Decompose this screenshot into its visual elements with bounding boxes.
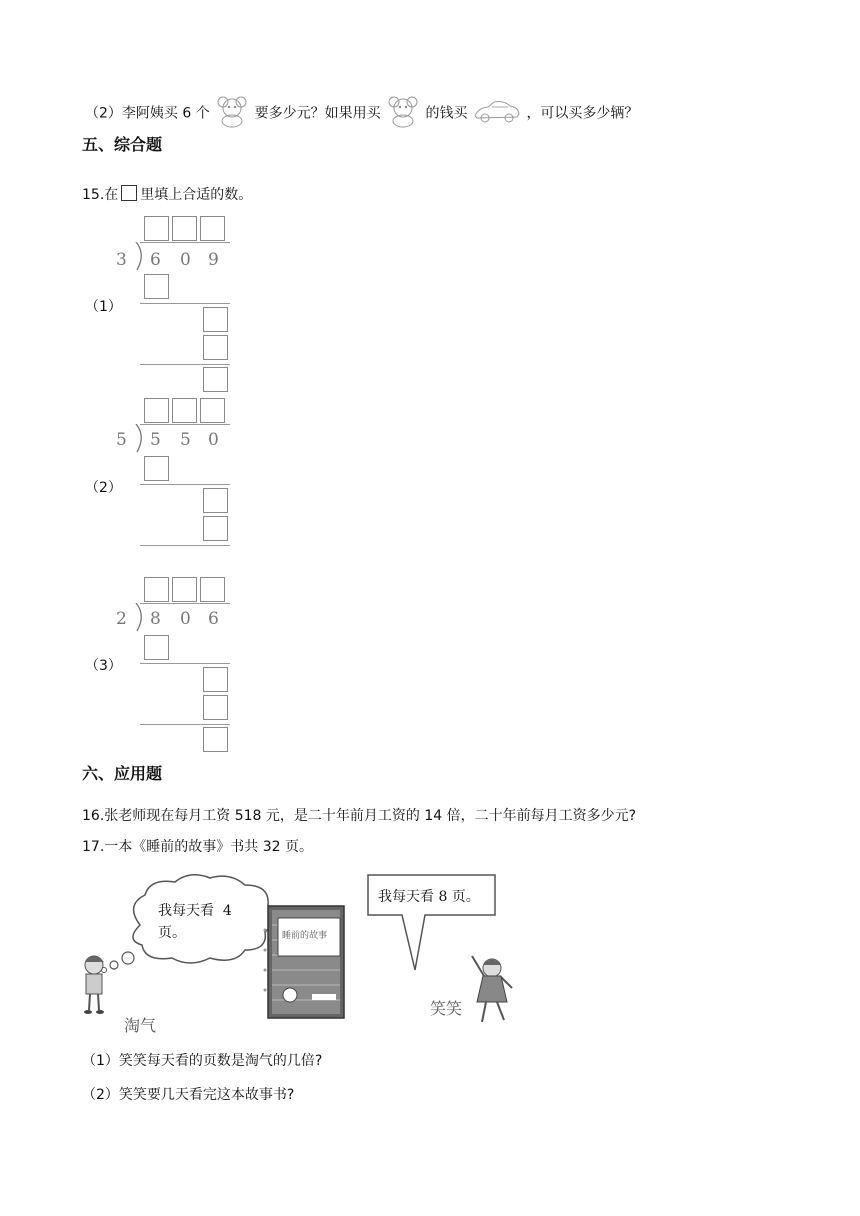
- problem1-label: （1）: [85, 299, 122, 315]
- quotient-box[interactable]: [200, 216, 225, 241]
- q17-sub1: （1）笑笑每天看的页数是淘气的几倍?: [82, 1053, 323, 1069]
- product-box[interactable]: [203, 516, 228, 541]
- product-box[interactable]: [203, 335, 228, 360]
- dividend-digit: 6: [208, 609, 219, 629]
- subtraction-line: [140, 484, 230, 485]
- remainder-box[interactable]: [203, 727, 228, 752]
- q15-prompt: [82, 185, 252, 204]
- remainder-box[interactable]: [203, 488, 228, 513]
- quotient-box[interactable]: [172, 398, 197, 423]
- blank-box-icon: [121, 185, 137, 201]
- remainder-box[interactable]: [203, 367, 228, 392]
- dividend-digit: 5: [150, 430, 161, 450]
- subtraction-line: [140, 663, 230, 664]
- section6-heading: 六、应用题: [82, 764, 163, 783]
- dividend-digit: 5: [180, 430, 191, 450]
- book-title: 睡前的故事: [282, 931, 328, 941]
- speech-bubble-text: 我每天看 8 页。: [378, 889, 480, 905]
- cloud-text-line1: 我每天看 4: [158, 903, 232, 919]
- toy-car-icon: [472, 98, 522, 129]
- q15-prefix: 15.在: [82, 187, 119, 203]
- q17-text: 17.一本《睡前的故事》书共 32 页。: [82, 839, 313, 855]
- cloud-text-line2: 页。: [158, 925, 186, 941]
- q14-part2-mid1: 要多少元？如果用买: [254, 105, 381, 122]
- q14-part2-line: [85, 94, 638, 133]
- subtraction-line: [140, 364, 230, 365]
- division-bracket-icon: [134, 242, 148, 272]
- quotient-box[interactable]: [144, 577, 169, 602]
- product-box[interactable]: [144, 635, 169, 660]
- dividend-digit: 9: [208, 250, 219, 270]
- q16-text: 16.张老师现在每月工资 518 元，是二十年前月工资的 14 倍，二十年前每月工资多少元?: [82, 808, 637, 824]
- remainder-box[interactable]: [203, 667, 228, 692]
- division-diagram-1: [112, 214, 242, 384]
- quotient-box[interactable]: [172, 216, 197, 241]
- division-diagram-3: [112, 575, 242, 745]
- dividend-digit: 0: [180, 250, 191, 270]
- q14-part2-prefix: （2）李阿姨买 6 个: [85, 105, 210, 122]
- quotient-box[interactable]: [172, 577, 197, 602]
- quotient-box[interactable]: [200, 398, 225, 423]
- divisor: 2: [116, 609, 127, 629]
- subtraction-line: [140, 724, 230, 725]
- subtraction-line: [140, 303, 230, 304]
- quotient-box[interactable]: [200, 577, 225, 602]
- dividend-digit: 8: [150, 609, 161, 629]
- product-box[interactable]: [203, 695, 228, 720]
- division-bar: [140, 242, 230, 243]
- division-diagram-2: [112, 396, 242, 566]
- subtraction-line: [140, 545, 230, 546]
- division-bracket-icon: [134, 424, 148, 454]
- quotient-box[interactable]: [144, 216, 169, 241]
- q15-suffix: 里填上合适的数。: [140, 187, 253, 203]
- dividend-digit: 0: [180, 609, 191, 629]
- q17-illustration: [80, 870, 530, 1040]
- q14-part2-suffix: ，可以买多少辆？: [526, 105, 639, 122]
- problem2-label: （2）: [85, 480, 122, 496]
- dividend-digit: 6: [150, 250, 161, 270]
- q14-part2-mid2: 的钱买: [425, 105, 468, 122]
- divisor: 5: [116, 430, 127, 450]
- remainder-box[interactable]: [203, 307, 228, 332]
- division-bar: [140, 424, 230, 425]
- product-box[interactable]: [144, 456, 169, 481]
- teddy-bear-icon: [385, 94, 421, 133]
- q17-sub2: （2）笑笑要几天看完这本故事书?: [82, 1087, 295, 1103]
- product-box[interactable]: [144, 274, 169, 299]
- section5-heading: 五、综合题: [82, 135, 163, 154]
- divisor: 3: [116, 250, 127, 270]
- division-bar: [140, 603, 230, 604]
- division-bracket-icon: [134, 603, 148, 633]
- problem3-label: （3）: [85, 658, 122, 674]
- teddy-bear-icon: [214, 94, 250, 133]
- name-xiaoxiao: 笑笑: [430, 999, 463, 1018]
- dividend-digit: 0: [208, 430, 219, 450]
- quotient-box[interactable]: [144, 398, 169, 423]
- name-taoqi: 淘气: [124, 1016, 157, 1035]
